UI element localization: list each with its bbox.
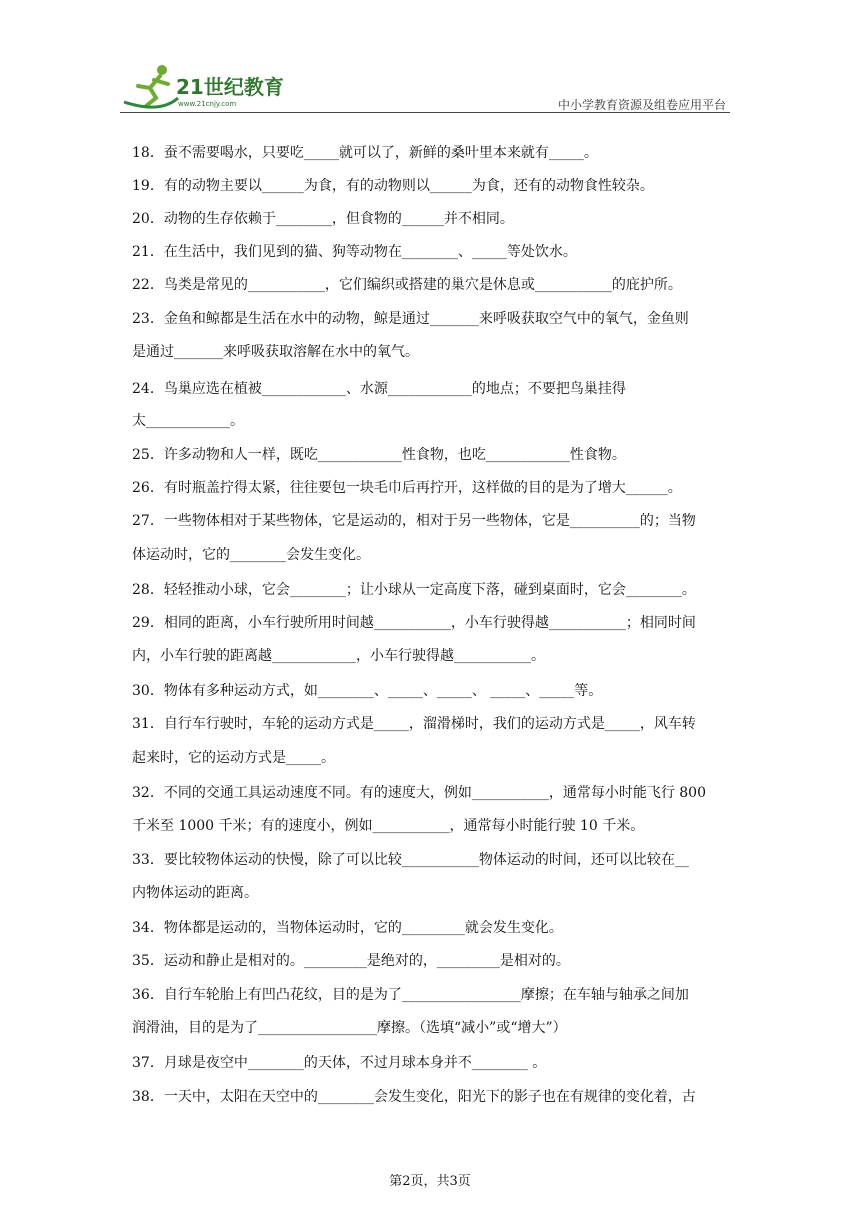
question-line: 33．要比较物体运动的快慢，除了可以比较___________物体运动的时间，还可以比较在__: [132, 852, 689, 868]
question-line: 太____________。: [132, 413, 244, 429]
question-line: 内，小车行驶的距离越____________，小车行驶得越___________。: [132, 648, 545, 664]
question-line: 26．有时瓶盖拧得太紧，往往要包一块毛巾后再拧开，这样做的目的是为了增大______。: [132, 480, 682, 496]
question-line: 27．一些物体相对于某些物体，它是运动的，相对于另一些物体，它是__________的；当物: [132, 513, 696, 529]
question-line: 30．物体有多种运动方式，如________、_____、_____、 _____、_____等。: [132, 683, 603, 699]
logo: [120, 62, 300, 112]
question-line: 内物体运动的距离。: [132, 885, 258, 901]
page-header: [120, 62, 730, 114]
question-line: 35．运动和静止是相对的。_________是绝对的，_________是相对的。: [132, 953, 570, 969]
question-line: 38．一天中，太阳在天空中的________会发生变化，阳光下的影子也在有规律的变化着，古: [132, 1089, 696, 1105]
platform-label: 中小学教育资源及组卷应用平台: [557, 98, 726, 112]
question-line: 体运动时，它的________会发生变化。: [132, 547, 370, 563]
question-line: 37．月球是夜空中________的天体，不过月球本身并不________ 。: [132, 1055, 547, 1071]
question-line: 31．自行车行驶时，车轮的运动方式是_____，溜滑梯时，我们的运动方式是_____，风车转: [132, 716, 696, 732]
question-line: 22．鸟类是常见的___________，它们编织或搭建的巢穴是休息或___________的庇护所。: [132, 277, 682, 293]
question-line: 是通过_______来呼吸获取溶解在水中的氧气。: [132, 344, 419, 360]
question-line: 19．有的动物主要以______为食，有的动物则以______为食，还有的动物食性较杂。: [132, 178, 654, 194]
question-line: 34．物体都是运动的，当物体运动时，它的_________就会发生变化。: [132, 920, 563, 936]
page-footer: 第2页，共3页: [389, 1174, 471, 1189]
question-line: 20．动物的生存依赖于________，但食物的______并不相同。: [132, 211, 514, 227]
question-line: 21．在生活中，我们见到的猫、狗等动物在________、_____等处饮水。: [132, 244, 577, 260]
question-line: 润滑油，目的是为了_________________摩擦。（选填“减小”或“增大”）: [132, 1020, 567, 1036]
question-line: 24．鸟巢应选在植被____________、水源____________的地点；不要把鸟巢挂得: [132, 381, 626, 397]
question-line: 千米至 1000 千米；有的速度小，例如___________，通常每小时能行驶 10 千米。: [132, 818, 645, 834]
question-line: 23．金鱼和鲸都是生活在水中的动物，鲸是通过_______来呼吸获取空气中的氧气，金鱼则: [132, 311, 689, 327]
question-line: 起来时，它的运动方式是_____。: [132, 750, 335, 766]
question-line: 36．自行车轮胎上有凹凸花纹，目的是为了_________________摩擦；在车轴与轴承之间加: [132, 987, 689, 1003]
question-line: 28．轻轻推动小球，它会________；让小球从一定高度下落，碰到桌面时，它会________。: [132, 582, 696, 598]
question-line: 25．许多动物和人一样，既吃____________性食物，也吃____________性食物。: [132, 447, 626, 463]
question-line: 29．相同的距离，小车行驶所用时间越___________，小车行驶得越___________；相同时间: [132, 615, 696, 631]
logo-text: 21世纪教育: [176, 75, 284, 99]
logo-url: www.21cnjy.com: [178, 100, 237, 108]
header-rule: [120, 112, 730, 113]
question-line: 18．蚕不需要喝水，只要吃_____就可以了，新鲜的桑叶里本来就有_____。: [132, 145, 598, 161]
question-line: 32．不同的交通工具运动速度不同。有的速度大，例如___________，通常每小时能飞行 800: [132, 785, 706, 801]
